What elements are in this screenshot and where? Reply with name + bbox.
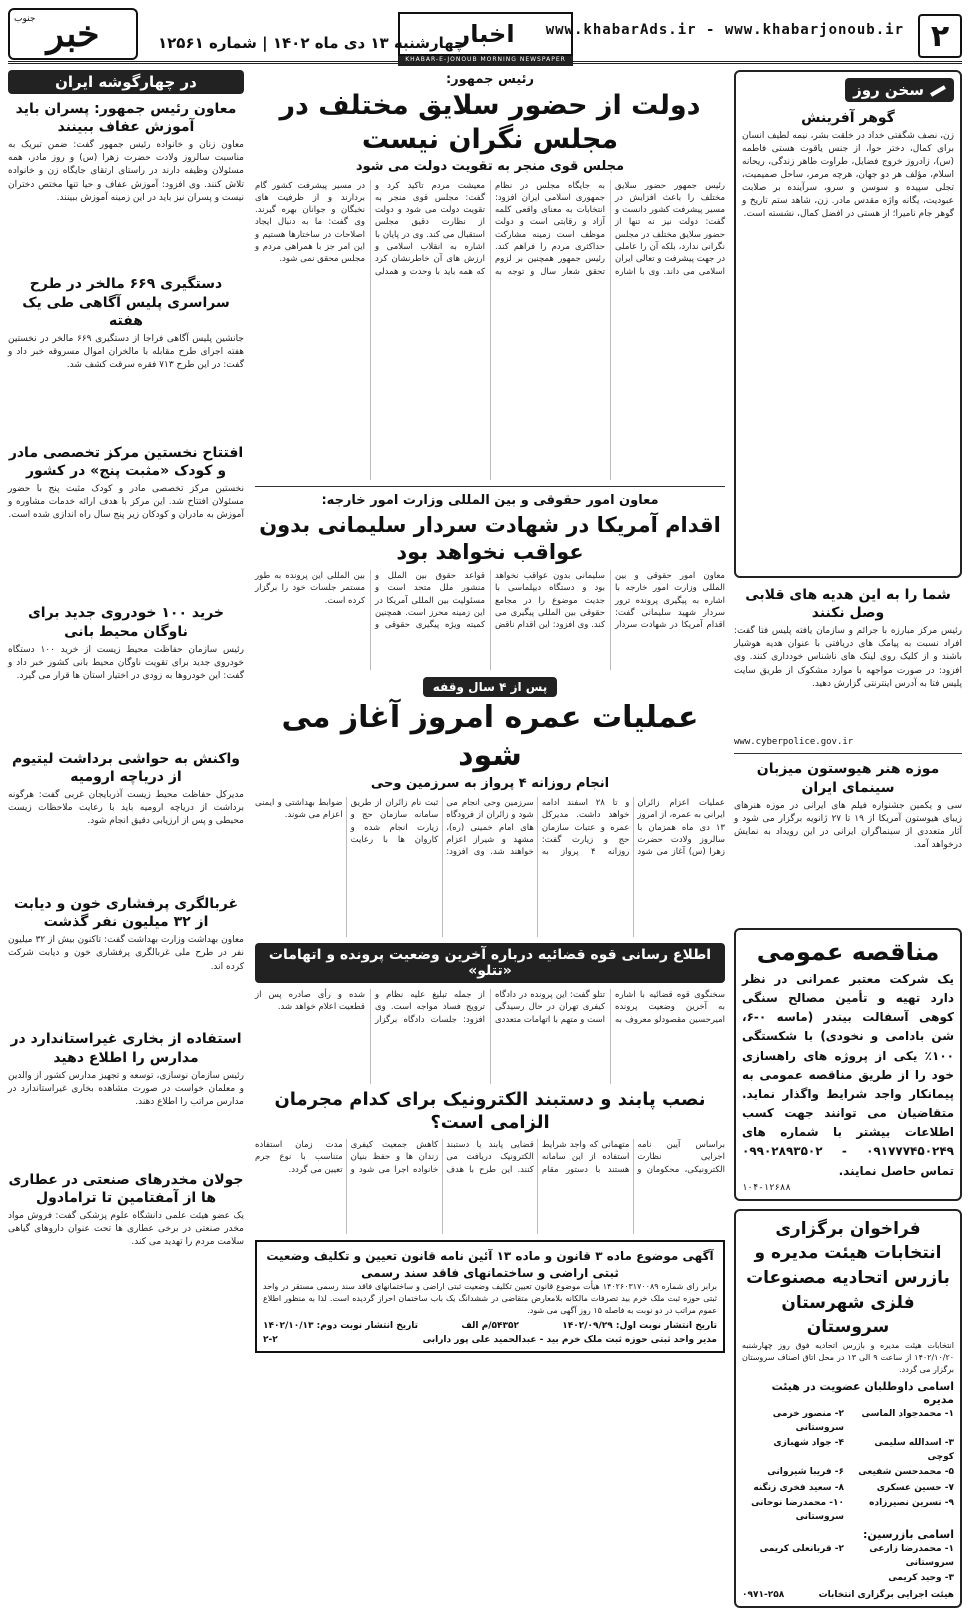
brief-4-title: خرید ۱۰۰ خودروی جدید برای ناوگان محیط بانی xyxy=(27,605,225,640)
election-call-ad xyxy=(734,1209,962,1608)
divider xyxy=(734,753,962,754)
pen-icon xyxy=(930,85,946,96)
call-text: انتخابات هیئت مدیره و بازرس اتحادیه فوق روز چهارشنبه ۱۴۰۲/۱۰/۲۰ از ساعت ۹ الی ۱۳ در محل اتاق اصناف سروستان برگزار می گردد. xyxy=(742,1341,955,1375)
brief-3-text: نخستین مرکز تخصصی مادر و کودک مثبت پنج با حضور مسئولان افتتاح شد. این مرکز با هدف ارائه خدمات مشاوره و آموزش به مادران و کودکان زیر پنج سال راه اندازی شده است. xyxy=(8,484,244,521)
umrah-deck: انجام روزانه ۴ پرواز به سرزمین وحی xyxy=(370,776,610,792)
story2-kicker: معاون امور حقوقی و بین المللی وزارت امور خارجه: xyxy=(321,492,659,508)
brief-5-text: مدیرکل حفاظت محیط زیست آذربایجان غربی گفت: هرگونه برداشت از دریاچه ارومیه باید با رعایت ملاحظات زیست محیطی و پس از ارزیابی دقیق انجام شود. xyxy=(8,790,244,827)
tender-text: یک شرکت معتبر عمرانی در نظر دارد تهیه و تأمین مصالح سنگی کوهی آسفالت بیندر (ماسه ۰-۶، شن بادامی و نخودی) با شکستگی ۱۰۰٪ یکی از پروژه های راهسازی خود را از طریق مناقصه عمومی به پیمانکار واجد شرایط واگذار نماید. متقاضیان می توانند جهت کسب اطلاعات بیشتر با شماره های ۰۹۱۷۷۷۴۵۰۲۴۹ - ۰۹۹۰۲۸۹۳۵۰۲ تماس حاصل نمایند. xyxy=(742,971,954,1178)
article-houston-text: سی و یکمین جشنواره فیلم های ایرانی در موزه هنرهای زیبای هیوستون آمریکا از ۱۹ تا ۲۷ ژانویه برگزار می شود و آثار متعددی از سینماگران ایرانی در این رویداد به نمایش درخواهد آمد. xyxy=(734,800,962,850)
section-title: اخبار xyxy=(398,12,573,56)
call-code: ۰۹۷۱-۲۵۸ xyxy=(742,1589,785,1600)
list-item: ۸- سعید فخری زنگنه xyxy=(753,1482,844,1493)
registry-dates xyxy=(263,1321,717,1331)
board-heading: اسامی داوطلبان عضویت در هیئت مدیره xyxy=(771,1380,954,1407)
list-item: ۴- جواد شهبازی xyxy=(773,1438,844,1449)
inspectors-list xyxy=(742,1543,954,1586)
registry-num: ۲-۲ xyxy=(263,1335,278,1346)
umrah-headline: عملیات عمره امروز آغاز می شود xyxy=(281,700,699,773)
call-sign: هیئت اجرایی برگزاری انتخابات xyxy=(818,1589,954,1600)
provinces-band: در چهارگوشه ایران xyxy=(8,70,244,94)
judiciary-band: اطلاع رسانی قوه قضائیه درباره آخرین وضعیت پرونده و اتهامات «تتلو» xyxy=(255,943,725,983)
sokhan-text: زن، نصف شگفتی خداد در خلقت بشر، نیمه لطیف انسان برای کمال، دختر حوا، از جنس یاقوت هستی فاطمه (س)، زادروز خروج فضایل، طراوت طاهر زندگی، ریحانه اسلام، مؤلف هر دو جهان، هرچه مرمر، ساحل صمیمیت، تجلی سپیده و سوسن و سرو، سرآینده بر صلابت عبودیت، یگانه واژه مقدس مادر. زن، شاهد ستم تاریخ و گوهر جام نامیرا؛ از هستی در افضل کمال، نشسته است. xyxy=(742,131,954,220)
brief-1-text: معاون زنان و خانواده رئیس جمهور گفت: ضمن تبریک به مناسبت سالروز ولادت حضرت زهرا (س) و روز مادر، همه مسئولان وظیفه دارند در راستای ارتقای جایگاه زن و خانواده تلاش کنند. وی افزود: آموزش عفاف و حیا تنها مختص دختران نیست و پسران نیز باید در این زمینه آموزش ببینند. xyxy=(8,140,244,203)
left-column xyxy=(8,70,244,1415)
registry-sign: مدیر واحد ثبتی حوزه ثبت ملک خرم بید - عبدالحمید علی پور دارابی xyxy=(422,1335,717,1346)
list-item: ۱- محمدرضا زارعی سروستانی xyxy=(869,1544,954,1568)
registry-notice-text: برابر رای شماره ۱۴۰۲۶۰۳۱۷۰۰۸۹ هیأت موضوع قانون تعیین تکلیف وضعیت ثبتی اراضی و ساختمانهای فاقد سند رسمی مستقر در واحد ثبتی حوزه ثبت ملک خرم بید تصرفات مالکانه بلامعارض متقاضی در ششدانگ یک باب ساختمان احراز گردیده است. لذا به منظور اطلاع عموم مراتب در دو نوبت به فاصله ۱۵ روز آگهی می شود. xyxy=(263,1282,718,1316)
main-column xyxy=(255,70,725,1415)
logo-subtext: جنوب xyxy=(14,14,36,24)
article-fake-gifts-text: رئیس مرکز مبارزه با جرائم و سازمان یافته پلیس فتا گفت: افراد نسبت به پیامک های دریافتی با عنوان هدیه هوشیار باشند و از کلیک روی لینک های ناشناس خودداری کنند. وی افزود: در صورت مواجهه با موارد مشکوک از طریق سایت پلیس فتا به آدرس اینترنتی گزارش دهید. xyxy=(734,626,962,689)
story2-headline: اقدام آمریکا در شهادت سردار سلیمانی بدون عواقب نخواهد بود xyxy=(259,512,721,564)
story2-text: معاون امور حقوقی و بین المللی وزارت امور خارجه با اشاره به پیگیری پرونده ترور سردار شهید سلیمانی گفت: اقدام آمریکا در شهادت سردار سلیمانی بدون عواقب نخواهد بود و دستگاه دیپلماسی با جدیت موضوع را در مجامع حقوقی بین المللی پیگیری می کند. وی افزود: این اقدام ناقض قواعد حقوق بین الملل و منشور ملل متحد است و مسئولیت بین المللی آمریکا در این زمینه محرز است. همچنین کمیته ویژه پیگیری حقوقی و بین المللی این پرونده به طور مستمر جلسات خود را برگزار کرده است. xyxy=(255,571,725,631)
site-url[interactable]: www.khabarAds.ir - www.khabarjonoub.ir xyxy=(545,22,904,38)
right-column xyxy=(734,70,962,1600)
brief-6-title: غربالگری پرفشاری خون و دیابت از ۳۲ میلیون نفر گذشت xyxy=(13,896,239,931)
second-publish-date: تاریخ انتشار نوبت دوم: ۱۴۰۲/۱۰/۱۳ xyxy=(263,1321,419,1332)
page-number: ۲ xyxy=(918,14,962,58)
list-item: ۲- قربانعلی کریمی xyxy=(759,1544,844,1555)
brief-2-text: جانشین پلیس آگاهی فراجا از دستگیری ۶۶۹ مالخر در نخستین هفته اجرای طرح مقابله با مالخران اموال مسروقه خبر داد و گفت: در این طرح ۷۱۳ فقره سرقت کشف شد. xyxy=(8,333,244,371)
brief-5-title: واکنش به حواشی برداشت لیتیوم از دریاچه ارومیه xyxy=(12,750,240,785)
call-title: فراخوان برگزاری انتخابات هیئت مدیره و بازرس اتحادیه مصنوعات فلزی شهرستان سروستان xyxy=(746,1218,950,1338)
umrah-tag: پس از ۴ سال وقفه xyxy=(423,677,558,697)
tender-ad xyxy=(734,928,962,1201)
brief-7-text: رئیس سازمان نوسازی، توسعه و تجهیز مدارس کشور از والدین و معلمان خواست در صورت مشاهده بخاری غیراستاندارد در مدارس مراتب را اطلاع دهند. xyxy=(8,1070,244,1107)
ankle-monitor-headline: نصب پابند و دستبند الکترونیک برای کدام مجرمان الزامی است؟ xyxy=(274,1089,706,1134)
article-houston-title: موزه هنر هیوستون میزبان سینمای ایران xyxy=(756,761,940,796)
tender-title: مناقصه عمومی xyxy=(756,937,940,966)
registry-notice xyxy=(255,1240,725,1354)
first-publish-date: تاریخ انتشار نوبت اول: ۱۴۰۲/۰۹/۲۹ xyxy=(562,1321,717,1332)
brief-8-text: یک عضو هیئت علمی دانشگاه علوم پزشکی گفت: فروش مواد مخدر صنعتی در برخی عطاری ها تحت عنوان داروهای گیاهی سلامت مردم را تهدید می کند. xyxy=(8,1211,244,1248)
brief-4-text: رئیس سازمان حفاظت محیط زیست از خرید ۱۰۰ دستگاه خودروی جدید برای تقویت ناوگان محیط بانی کشور خبر داد و گفت: این خودروها به زودی در اختیار استان ها قرار می گیرد. xyxy=(8,644,244,681)
list-item: ۳- اسدالله سلیمی کوچی xyxy=(874,1438,954,1462)
brief-3-title: افتتاح نخستین مرکز تخصصی مادر و کودک «مثبت پنج» در کشور xyxy=(8,444,244,480)
lead-story: رئیس جمهور حضور سلایق مختلف را باعث افزایش در مسیر پیشرفت کشور دانست و گفت: دولت نیز نه تنها از حضور سلایق مختلف در مجلس نگرانی ندارد، بلکه آن را عاملی در جهت پیشرفت و تعالی ایران اسلامی می داند. وی با اشاره به جایگاه مجلس در نظام جمهوری اسلامی ایران افزود: انتخابات به معنای واقعی کلمه آزاد و رقابتی است و دولت موظف است زمینه مشارکت حداکثری مردم را فراهم کند. رئیس جمهور همچنین بر لزوم تحقق شعار سال و توجه به معیشت مردم تاکید کرد و گفت: مجلس قوی منجر به تقویت دولت می شود و دولت از نظارت دقیق مجلس استقبال می کند. وی در پایان با اشاره به انقلاب اسلامی و ارزش های آن خاطرنشان کرد که همه باید با وحدت و همدلی در مسیر پیشرفت کشور گام بردارند و از ظرفیت های نخبگان و جوانان بهره گیرند. وی گفت: ما به دنبال ایجاد اصلاحات در ساختارها هستیم و این امر جز با همراهی مردم و مجلس محقق نمی شود. xyxy=(255,180,725,277)
list-item: ۷- حسین عسکری xyxy=(876,1482,954,1493)
registry-sign-row xyxy=(263,1335,717,1345)
call-footer xyxy=(742,1590,954,1600)
list-item: ۵- محمدحسن شفیعی xyxy=(858,1467,954,1478)
list-item: ۲- منصور خرمی سروستانی xyxy=(772,1409,844,1433)
board-list xyxy=(742,1408,954,1524)
judiciary-story: سخنگوی قوه قضائیه با اشاره به آخرین وضعیت پرونده امیرحسین مقصودلو معروف به تتلو گفت: این پرونده در دادگاه کیفری تهران در حال رسیدگی است و متهم با اتهامات متعددی از جمله تبلیغ علیه نظام و ترویج فساد مواجه است. وی افزود: جلسات دادگاه برگزار شده و رأی صادره پس از قطعیت اعلام خواهد شد. xyxy=(255,990,725,1025)
list-item: ۶- فریبا شیروانی xyxy=(767,1467,844,1478)
list-item: ۹- نسرین نصیرزاده xyxy=(869,1498,954,1509)
lead-headline: دولت از حضور سلایق مختلف در مجلس نگران نیست xyxy=(279,90,701,155)
article-fake-gifts-title: شما را به این هدیه های قلابی وصل نکنند xyxy=(745,587,951,622)
logo-text: خبر xyxy=(46,13,100,55)
lead-kicker: رئیس جمهور: xyxy=(445,72,535,87)
list-item: ۱۰- محمدرضا نوحانی سروستانی xyxy=(751,1498,844,1522)
registry-notice-title: آگهی موضوع ماده ۳ قانون و ماده ۱۳ آئین نامه قانون تعیین و تکلیف وضعیت ثبتی اراضی و ساختمانهای فاقد سند رسمی xyxy=(266,1248,714,1280)
registry-code: ۵۴۳۵۲/م الف xyxy=(461,1321,519,1332)
tender-code: ۱۰۴-۱۲۶۸۸ xyxy=(742,1182,791,1193)
cyberpolice-url[interactable]: www.cyberpolice.gov.ir xyxy=(734,737,854,748)
divider xyxy=(255,486,725,487)
sokhan-subtitle: گوهر آفرینش xyxy=(801,110,895,126)
brief-7-title: استفاده از بخاری غیراستاندارد در مدارس را اطلاع دهید xyxy=(10,1031,242,1066)
masthead xyxy=(8,6,962,64)
inspectors-heading: اسامی بازرسین: xyxy=(862,1528,954,1542)
issue-date: چهارشنبه ۱۳ دی ماه ۱۴۰۲ | شماره ۱۲۵۶۱ xyxy=(158,34,465,52)
sokhan-roz-title: سخن روز xyxy=(845,78,954,102)
umrah-story: عملیات اعزام زائران ایرانی به عمره، از امروز ۱۳ دی ماه همزمان با سالروز ولادت حضرت زهرا (س) آغاز می شود و تا ۲۸ اسفند ادامه خواهد داشت. مدیرکل عمره و عتبات سازمان حج و زیارت گفت: روزانه ۴ پرواز به سرزمین وحی انجام می شود و زائران از فرودگاه های امام خمینی (ره)، مشهد و شیراز اعزام خواهند شد. وی افزود: ثبت نام زائران از طریق سامانه سازمان حج و زیارت انجام شده و کاروان ها با رعایت ضوابط بهداشتی و ایمنی اعزام می شوند. xyxy=(255,798,725,858)
brief-8-title: جولان مخدرهای صنعتی در عطاری ها از آمفتامین تا ترامادول xyxy=(8,1171,244,1206)
newspaper-logo xyxy=(8,8,138,60)
brief-2-title: دستگیری ۶۶۹ مالخر در طرح سراسری پلیس آگاهی طی یک هفته xyxy=(22,276,230,329)
lead-deck: مجلس قوی منجر به تقویت دولت می شود xyxy=(355,158,625,174)
brief-6-text: معاون بهداشت وزارت بهداشت گفت: تاکنون بیش از ۳۲ میلیون نفر در طرح ملی غربالگری پرفشاری خون و دیابت شرکت کرده اند. xyxy=(8,935,245,972)
sokhan-roz-box xyxy=(734,70,962,578)
masthead-subtitle: KHABAR-E-JONOUB MORNING NEWSPAPER xyxy=(398,56,573,66)
list-item: ۳- وحید کریمی xyxy=(888,1573,954,1584)
list-item: ۱- محمدجواد الماسی xyxy=(861,1409,954,1420)
brief-1-title: معاون رئیس جمهور: پسران باید آموزش عفاف ببینند xyxy=(15,101,237,136)
ankle-monitor-story: براساس آیین نامه اجرایی نظارت الکترونیکی، محکومان و متهمانی که واجد شرایط استفاده از این سامانه هستند با دستور مقام قضایی پابند یا دستبند الکترونیک دریافت می کنند. این طرح با هدف کاهش جمعیت کیفری زندان ها و حفظ بنیان خانواده اجرا می شود و مدت زمان استفاده متناسب با نوع جرم تعیین می گردد. xyxy=(255,1139,725,1175)
